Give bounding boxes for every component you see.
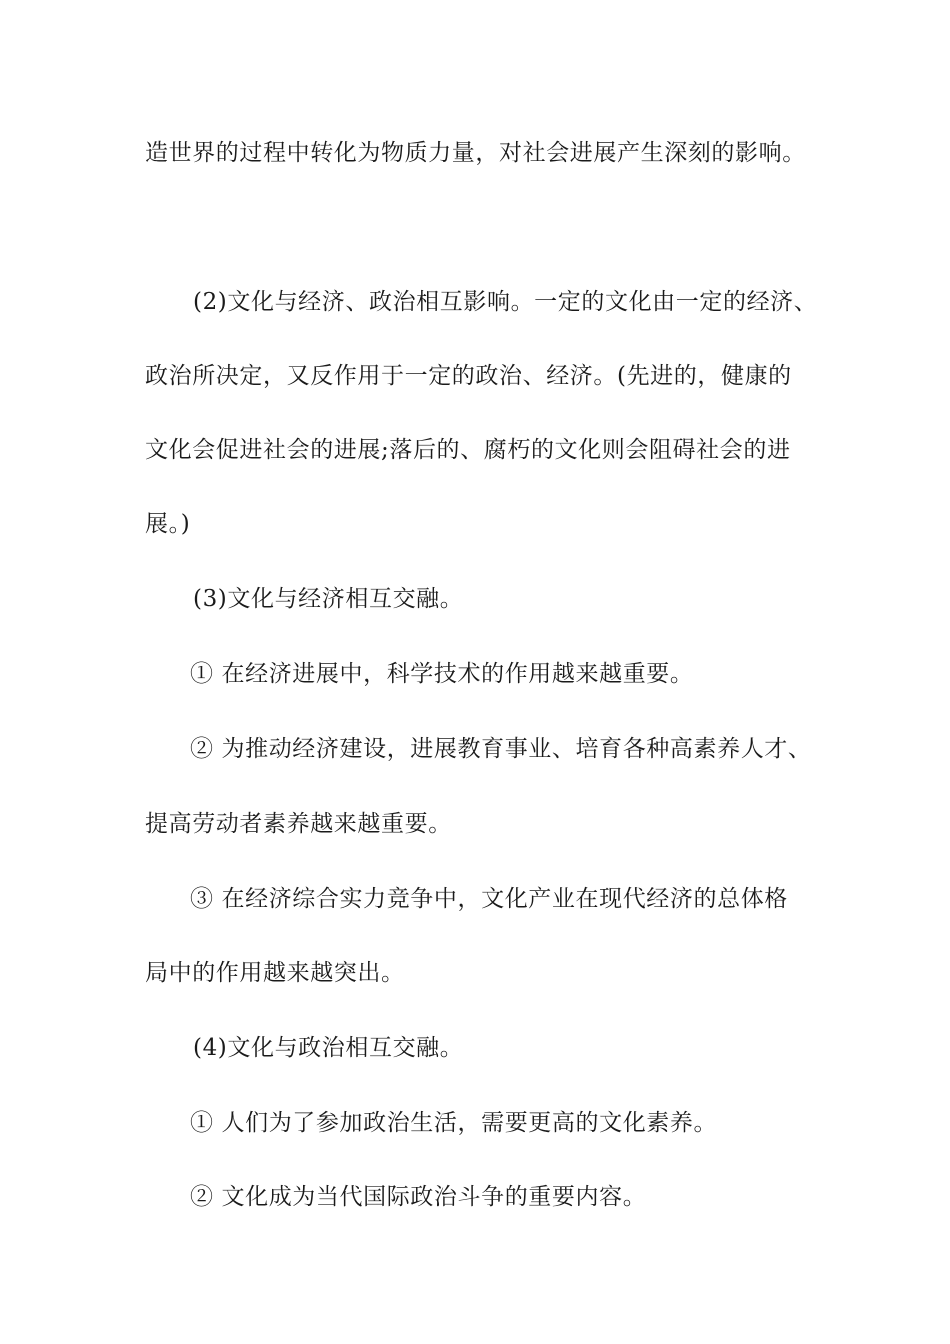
- text-line-5: 展。): [145, 511, 191, 537]
- text-line-1: 造世界的过程中转化为物质力量，对社会进展产生深刻的影响。: [145, 140, 806, 166]
- section-3-item-3: ③ 在经济综合实力竞争中，文化产业在现代经济的总体格: [190, 886, 788, 912]
- text-line-4: 文化会促进社会的进展;落后的、腐朽的文化则会阻碍社会的进: [145, 437, 791, 463]
- section-3-heading: (3)文化与经济相互交融。: [193, 586, 464, 612]
- section-4-heading: (4)文化与政治相互交融。: [193, 1035, 464, 1061]
- section-3-item-1: ① 在经济进展中，科学技术的作用越来越重要。: [190, 661, 694, 687]
- section-4-item-1: ① 人们为了参加政治生活，需要更高的文化素养。: [190, 1110, 718, 1136]
- section-2-heading-line: (2)文化与经济、政治相互影响。一定的文化由一定的经济、: [193, 289, 818, 315]
- section-3-item-3-cont: 局中的作用越来越突出。: [145, 960, 405, 986]
- section-3-item-2: ② 为推动经济建设，进展教育事业、培育各种高素养人才、: [190, 736, 812, 762]
- section-3-item-2-cont: 提高劳动者素养越来越重要。: [145, 811, 452, 837]
- section-4-item-2: ② 文化成为当代国际政治斗争的重要内容。: [190, 1184, 647, 1210]
- text-line-3: 政治所决定，又反作用于一定的政治、经济。(先进的，健康的: [145, 363, 792, 389]
